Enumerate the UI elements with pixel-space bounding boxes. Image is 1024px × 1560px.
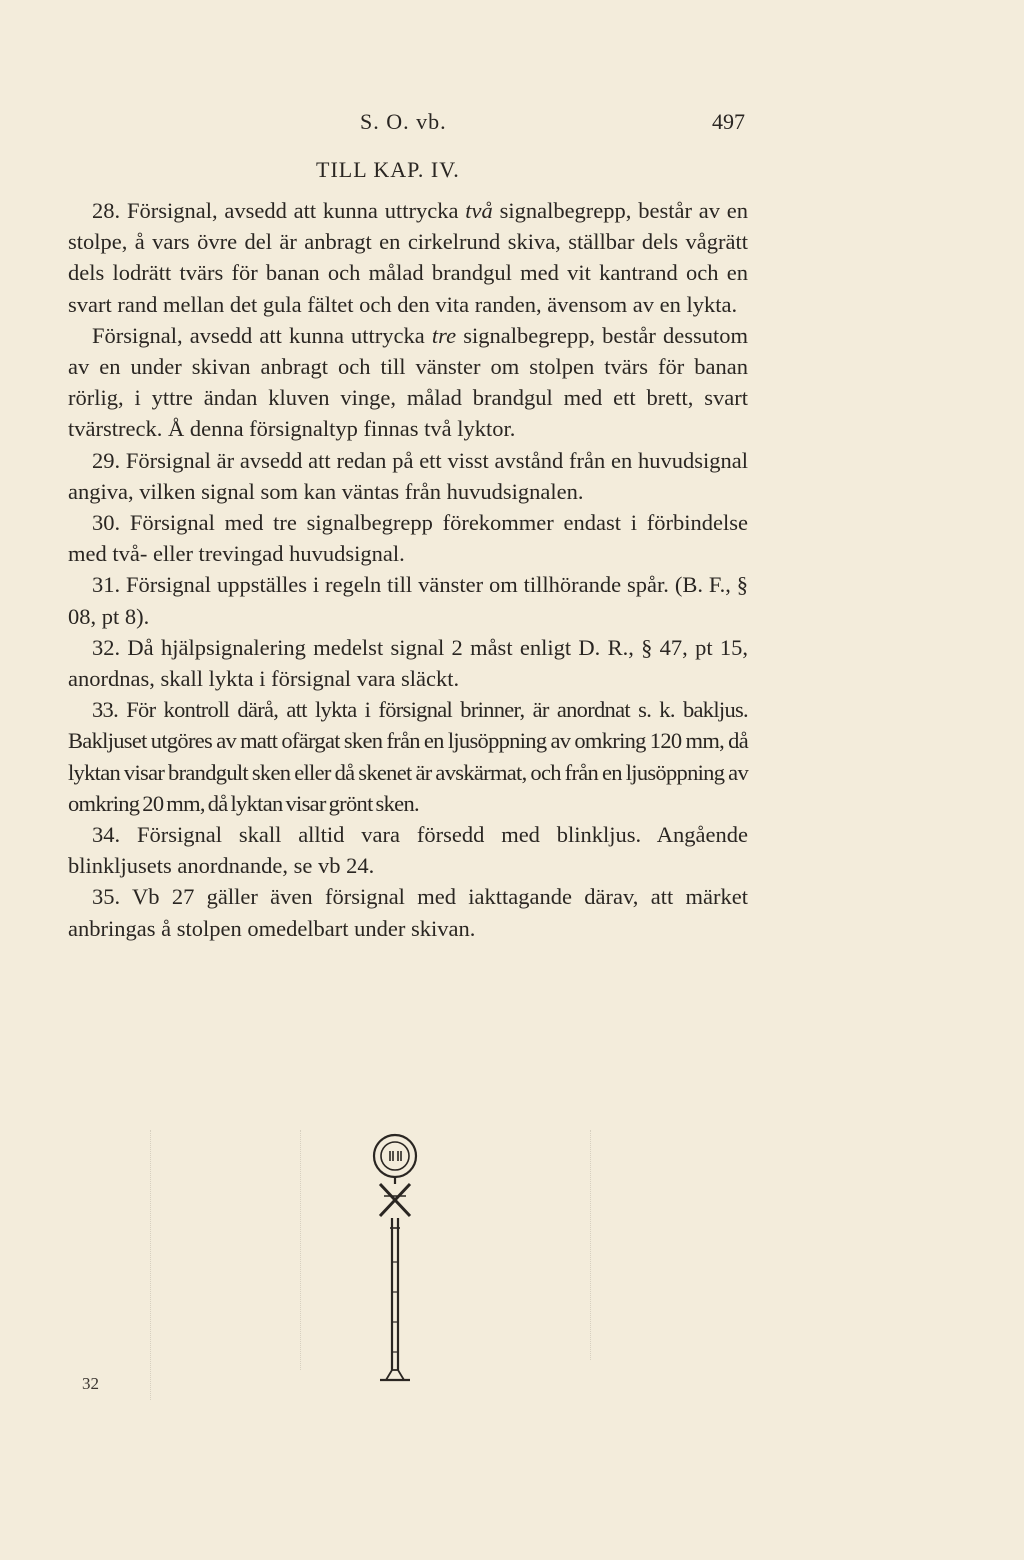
running-title: S. O. vb.	[360, 109, 447, 134]
paragraph-text: Försignal, avsedd att kunna uttrycka	[92, 322, 425, 348]
paragraph-number: 32.	[92, 634, 121, 660]
paragraph-text: Försignal med tre signalbegrepp förekommer endast i förbindelse med två- eller trevingad huvudsignal.	[68, 510, 749, 567]
paragraph-number: 30.	[92, 510, 121, 536]
paragraph-28-continued	[68, 320, 748, 445]
paragraph-33	[68, 694, 748, 819]
paragraph-28	[68, 195, 748, 320]
show-through-line	[300, 1130, 301, 1370]
paragraph-35	[68, 881, 748, 943]
paragraph-number: 28.	[92, 198, 121, 223]
chapter-heading: TILL KAP. IV.	[316, 157, 460, 182]
body-text	[68, 195, 748, 944]
paragraph-number: 35.	[92, 884, 121, 910]
page-number: 497	[712, 109, 745, 134]
paragraph-text: Då hjälpsignalering medelst signal 2 måst enligt D. R., § 47, pt 15, anordnas, skall lykta i försignal vara släckt.	[68, 634, 749, 692]
paragraph-emphasis: två	[465, 198, 493, 223]
paragraph-number: 31.	[92, 572, 121, 598]
show-through-line	[150, 1130, 151, 1400]
paragraph-text-rest: signalbegrepp, består dessutom av en under skivan anbragt och till vänster om stolpen tvärs för banan rörlig, i yttre ändan kluven vinge, målad brandgul med ett brett, svart tvärstreck. Å denna försignaltyp finnas två lyktor.	[68, 322, 749, 442]
paragraph-text: Försignal, avsedd att kunna uttrycka	[126, 198, 459, 223]
paragraph-text: För kontroll därå, att lykta i försignal brinner, är anordnat s. k. bakljus. Bakljuset utgöres av matt ofärgat sken från en ljusöppning av omkring 120 mm, då lyktan visar brandgult sken eller då skenet är avskärmat, och från en ljusöppning av omkring 20 mm, då lyktan visar grönt sken.	[68, 697, 748, 816]
show-through-line	[590, 1130, 591, 1360]
paragraph-text: Vb 27 gäller även försignal med iakttagande därav, att märket anbringas å stolpen omedelbart under skivan.	[68, 884, 748, 941]
distant-signal-illustration	[360, 1132, 430, 1382]
paragraph-text: Försignal är avsedd att redan på ett visst avstånd från en huvudsignal angiva, vilken signal som kan väntas från huvudsignalen.	[68, 447, 749, 504]
signal-disc-inner	[381, 1142, 409, 1170]
paragraph-32	[68, 632, 748, 694]
paragraph-emphasis: tre	[431, 322, 457, 348]
paragraph-number: 33.	[92, 697, 119, 723]
paragraph-text: Försignal skall alltid vara försedd med blinkljus. Angående blinkljusets anordnande, se vb 24.	[68, 822, 748, 879]
paragraph-number: 29.	[92, 447, 121, 473]
paragraph-30	[68, 507, 748, 569]
paragraph-29	[68, 445, 748, 507]
paragraph-number: 34.	[92, 822, 121, 848]
paragraph-34	[68, 819, 748, 881]
signature-mark: 32	[82, 1374, 99, 1393]
paragraph-31	[68, 569, 748, 631]
signal-base	[386, 1370, 404, 1380]
paragraph-text-rest: signalbegrepp, består av en stolpe, å vars övre del är anbragt en cirkelrund skiva, ställbar dels vågrätt dels lodrätt tvärs för banan och målad brandgul med vit kantrand och en svart rand mellan det gula fältet och den vita randen, ävensom av en lykta.	[68, 198, 749, 317]
paragraph-text: Försignal uppställes i regeln till vänster om tillhörande spår. (B. F., § 08, pt 8).	[68, 572, 748, 629]
